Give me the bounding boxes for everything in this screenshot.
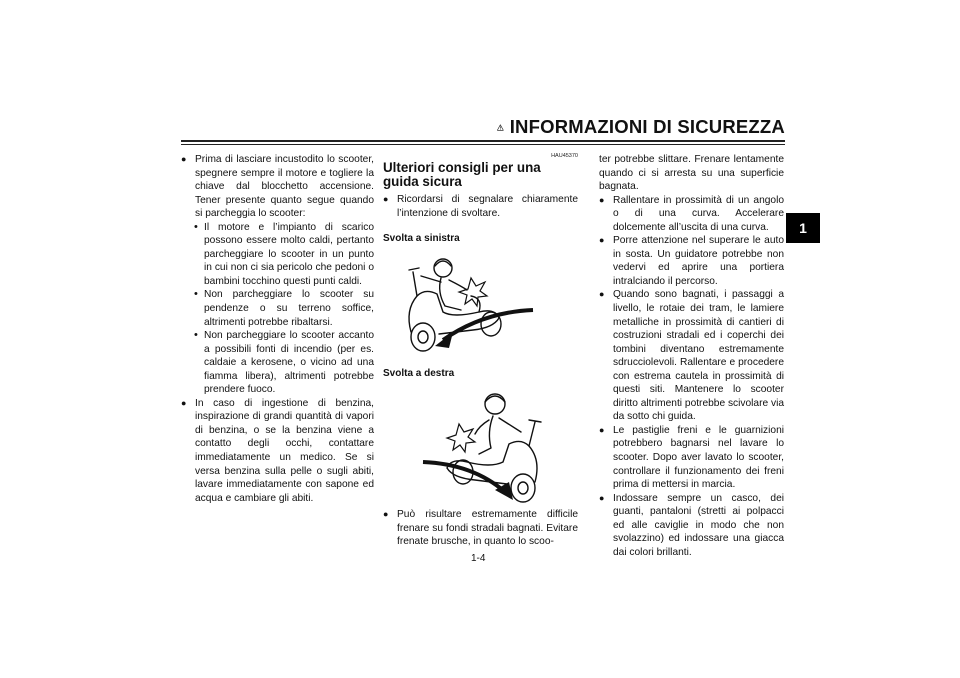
paragraph: ter potrebbe slittare. Frenare lentamente quando ci si arresta su una superficie bagnata. [599, 154, 784, 193]
warning-triangle-icon [497, 119, 504, 136]
right-turn-label: Svolta a destra [383, 367, 455, 379]
sub-bullet-item: • Non parcheggiare lo scooter su pendenze o su terreno soffice, altrimenti potrebbe ribaltarsi. [181, 288, 374, 329]
page-header [497, 115, 785, 139]
bullet-item: ● Quando sono bagnati, i passaggi a livello, le rotaie dei tram, le lamiere metalliche in prossimità di cantieri di costruzioni stradali ed i coperchi dei tombini diventano estremamente sdrucciolevoli. Rallentare e procedere con estrema cautela in prossimità di questi siti. Mantenere lo scooter diritto altrimenti potrebbe scivolare via da sotto chi guida. [599, 288, 784, 423]
left-turn-illustration [383, 250, 553, 355]
bullet-item: ● Porre attenzione nel superare le auto in sosta. Un guidatore potrebbe non vedervi ed aprire una portiera intralciando il percorso. [599, 234, 784, 288]
column-1 [181, 153, 374, 505]
page-title: INFORMAZIONI DI SICUREZZA [509, 116, 785, 137]
section-title: Ulteriori consigli per una guida sicura [383, 160, 541, 189]
bullet-item: ● In caso di ingestione di benzina, inspirazione di grandi quantità di vapori di benzina, o se la benzina viene a contatto degli occhi, contattare immediatamente un medico. Se si versa benzina sulla pelle o sugli abiti, lavare immediatamente con sapone ed acqua e cambiare gli abiti. [181, 397, 374, 505]
bullet-item: ● Ricordarsi di segnalare chiaramente l’intenzione di svoltare. [383, 193, 578, 220]
chapter-tab: 1 [786, 213, 820, 243]
left-turn-label: Svolta a sinistra [383, 233, 460, 245]
header-rule [181, 140, 785, 142]
section-code: HAU45370 [551, 153, 578, 159]
header-rule-thin [181, 144, 785, 145]
bullet-item: ● Indossare sempre un casco, dei guanti, pantaloni (stretti ai polpacci ed alle caviglie in modo che non svolazzino) ed indossare una giacca dai colori brillanti. [599, 492, 784, 560]
bullet-item: ● Rallentare in prossimità di un angolo o di una curva. Accelerare dolcemente all’uscita di una curva. [599, 194, 784, 235]
right-turn-illustration [383, 384, 553, 504]
sub-bullet-item: • Non parcheggiare lo scooter accanto a possibili fonti di incendio (per es. caldaie a kerosene, o vicino ad una fiamma libera), altrimenti potrebbe prendere fuoco. [181, 329, 374, 397]
bullet-item: ● Le pastiglie freni e le guarnizioni potrebbero bagnarsi nel lavare lo scooter. Dopo aver lavato lo scooter, controllare il funzionamento dei freni prima di mettersi in marcia. [599, 424, 784, 492]
column-2 [383, 153, 578, 549]
bullet-item: ● Può risultare estremamente difficile frenare su fondi stradali bagnati. Evitare frenate brusche, in quanto lo scoo- [383, 508, 578, 549]
page-number: 1-4 [471, 553, 486, 564]
sub-bullet-item: • Il motore e l’impianto di scarico possono essere molto caldi, pertanto parcheggiare lo scooter in un punto in cui non ci sia pericolo che pedoni o bambini tocchino questi punti caldi. [181, 221, 374, 289]
bullet-item: ● Prima di lasciare incustodito lo scooter, spegnere sempre il motore e togliere la chiave dal blocchetto accensione. Tener presente quanto segue quando si parcheggia lo scooter: [181, 153, 374, 221]
column-3 [599, 153, 784, 559]
